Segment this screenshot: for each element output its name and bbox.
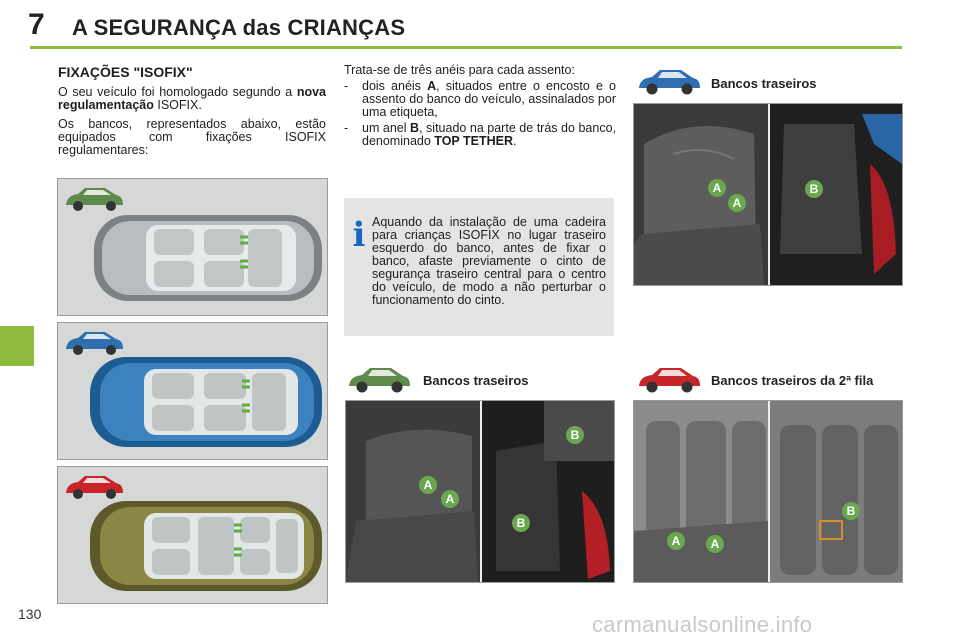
chapter-tab <box>0 326 34 366</box>
page-number: 130 <box>18 606 42 622</box>
marker-b-bottom-1: B <box>512 514 530 532</box>
info-text: Aquando da instalação de uma cadeira para crianças ISOFIX no lugar traseiro esquerdo do banco, antes de fixar o banco, afaste previamente o cinto de segurança traseiro central para o centro do veículo, de modo a não perturbar o funcionamento do cinto. <box>372 215 606 307</box>
marker-a-top-2: A <box>728 194 746 212</box>
marker-b-row2: B <box>842 502 860 520</box>
marker-b-top: B <box>805 180 823 198</box>
homologation-paragraph: O seu veículo foi homologado segundo a nova regulamentação ISOFIX. <box>58 85 326 112</box>
car-icon-green <box>346 364 412 396</box>
info-icon: i <box>352 215 366 255</box>
rings-intro: Trata-se de três anéis para cada assento: <box>344 63 575 77</box>
marker-b-bottom-2: B <box>566 426 584 444</box>
label-rear-seats-row2: Bancos traseiros da 2ª fila <box>711 373 874 388</box>
marker-a-bottom-2: A <box>441 490 459 508</box>
rear-seats-photo-blue <box>633 103 903 286</box>
label-rear-seats-top: Bancos traseiros <box>711 76 817 91</box>
marker-a-row2-1: A <box>667 532 685 550</box>
rear-seats-photo-red <box>633 400 903 583</box>
marker-a-row2-2: A <box>706 535 724 553</box>
marker-a-top-1: A <box>708 179 726 197</box>
label-rear-seats-bottom: Bancos traseiros <box>423 373 529 388</box>
watermark: carmanualsonline.info <box>592 612 813 637</box>
seats-paragraph: Os bancos, representados abaixo, estão equipados com fixações ISOFIX regulamentares: <box>58 117 326 157</box>
section-title: FIXAÇÕES "ISOFIX" <box>58 64 193 80</box>
chapter-number: 7 <box>28 8 45 41</box>
car-icon-green-top <box>63 184 125 214</box>
chapter-title: A SEGURANÇA das CRIANÇAS <box>72 15 406 40</box>
marker-a-bottom-1: A <box>419 476 437 494</box>
header-rule <box>30 46 902 49</box>
bullet-ring-b: - um anel B, situado na parte de trás do banco, denominado TOP TETHER. <box>344 121 616 148</box>
bullet-rings-a: - dois anéis A, situados entre o encosto e o assento do banco do veículo, assinalados por uma etiqueta, <box>344 79 616 119</box>
car-icon-blue <box>636 66 702 98</box>
car-icon-red-top <box>63 472 125 502</box>
car-icon-red <box>636 364 702 396</box>
car-icon-blue-top <box>63 328 125 358</box>
